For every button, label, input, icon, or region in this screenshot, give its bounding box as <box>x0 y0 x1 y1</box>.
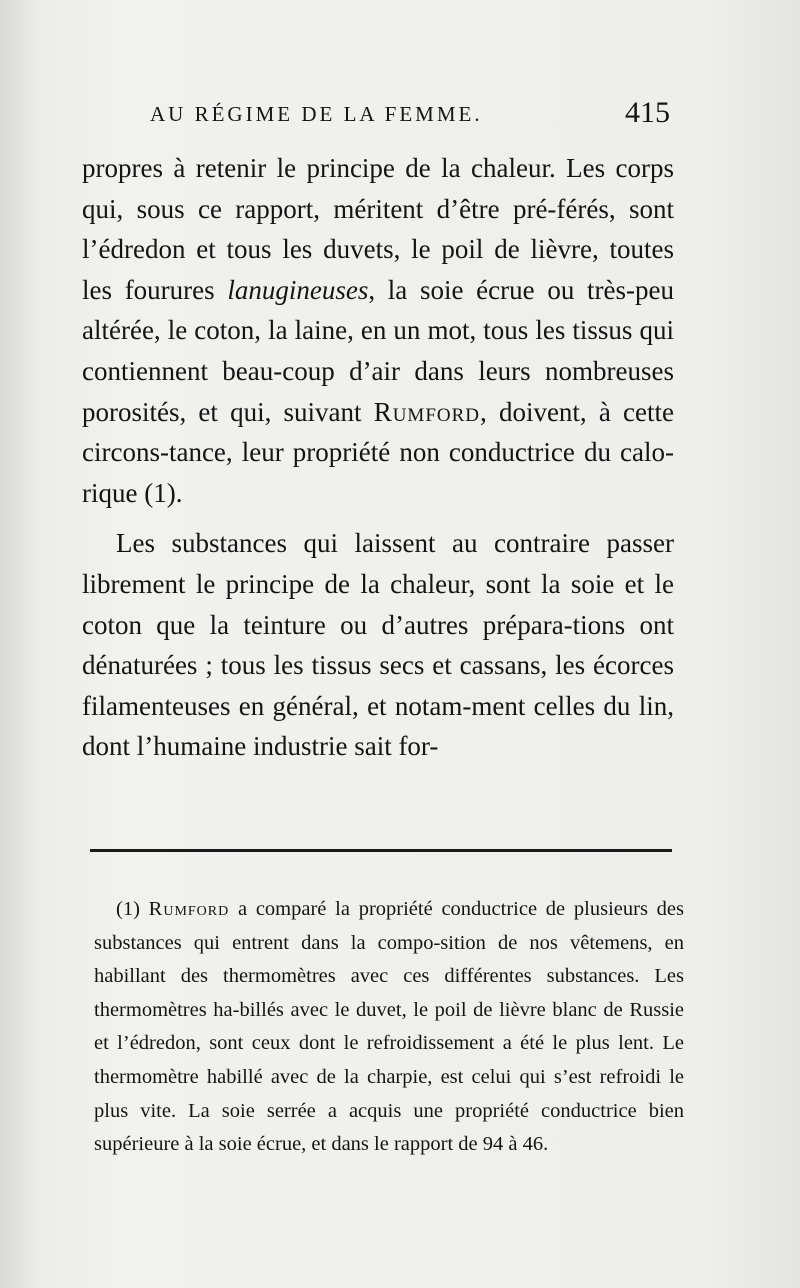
running-title: AU RÉGIME DE LA FEMME. <box>150 102 483 126</box>
author-name: Rumford <box>373 396 481 427</box>
main-text <box>82 148 674 767</box>
footnote-marker: (1) <box>116 898 140 920</box>
footnote-rule <box>90 849 672 852</box>
paragraph-1 <box>82 148 674 513</box>
footnote-author-name: Rumford <box>148 898 230 920</box>
italic-term: lanugineuses <box>227 274 369 305</box>
page-number: 415 <box>625 96 670 129</box>
footnote-text: a comparé la propriété conductrice de plusieurs des substances qui entrent dans la compo-sition de nos vêtemens, en habillant des thermomètres avec ces différentes substances. Les thermomètres ha-billés avec le duvet, le poil de lièvre blanc de Russie et l’édredon, sont ceux dont le refroidissement a été le plus lent. Le thermomètre habillé avec de la charpie, est celui qui s’est refroidi le plus vite. La soie serrée a acquis une propriété conductrice bien supérieure à la soie écrue, et dans le rapport de 94 à 46. <box>94 898 684 1156</box>
paragraph-1-part-a: propres à retenir le principe de la chaleur. Les corps qui, sous ce rapport, méritent d’être pré-férés, sont l’édredon et tous les duvets, le poil de lièvre, toutes les fourures <box>82 153 674 305</box>
footnote <box>94 893 684 1162</box>
paragraph-1-part-c: , doivent, à cette circons-tance, leur propriété non conductrice du calo-rique (1). <box>82 396 674 508</box>
paragraph-2: Les substances qui laissent au contraire passer librement le principe de la chaleur, sont la soie et le coton que la teinture ou d’autres prépara-tions ont dénaturées ; tous les tissus secs et cassans, les écorces filamenteuses en général, et notam-ment celles du lin, dont l’humaine industrie sait for- <box>82 528 674 762</box>
page-header <box>150 96 670 136</box>
paragraph-1-part-b: , la soie écrue ou très-peu altérée, le coton, la laine, en un mot, tous les tissus qui contiennent beau-coup d’air dans leurs nombreuses porosités, et qui, suivant <box>82 274 674 427</box>
